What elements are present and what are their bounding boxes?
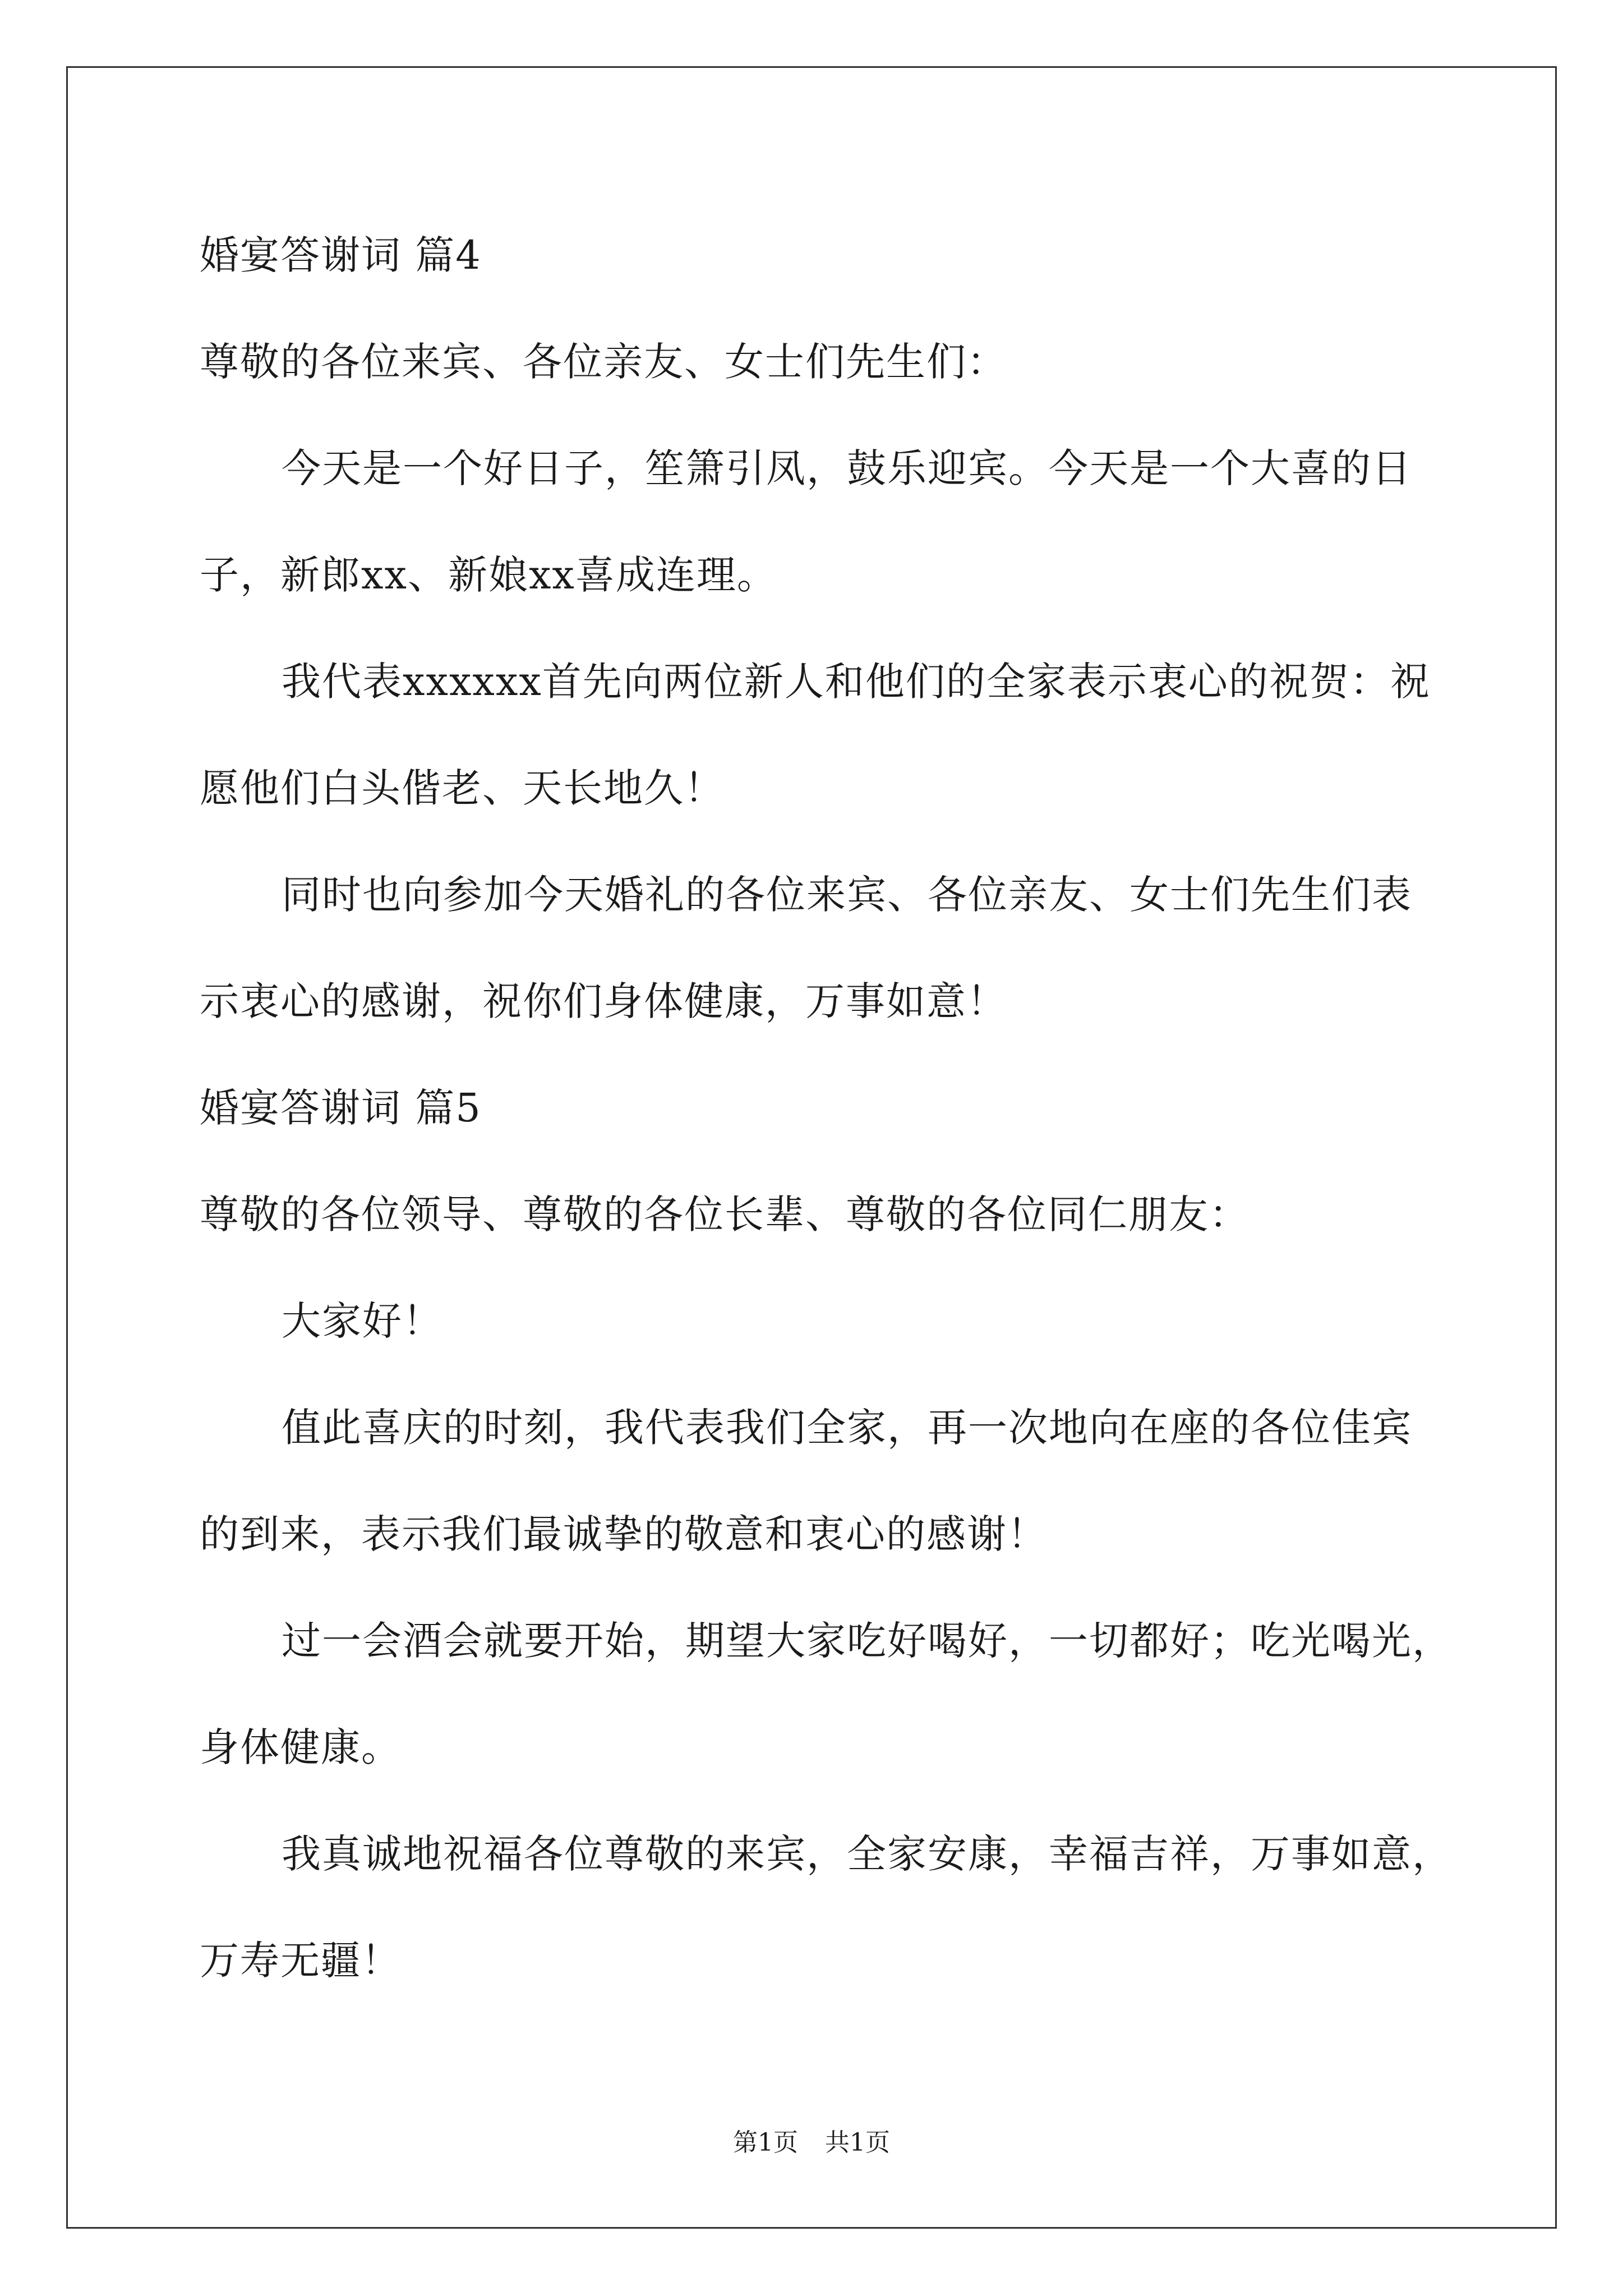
document-body xyxy=(200,202,1453,2014)
salutation-line: 尊敬的各位领导、尊敬的各位长辈、尊敬的各位同仁朋友： xyxy=(200,1191,1249,1237)
paragraph-line: 我真诚地祝福各位尊敬的来宾，全家安康，幸福吉祥，万事如意， xyxy=(282,1831,1453,1877)
paragraph-line: 身体健康。 xyxy=(200,1724,402,1770)
paragraph-line: 我代表xxxxxx首先向两位新人和他们的全家表示衷心的祝贺：祝 xyxy=(282,659,1431,705)
page-footer xyxy=(0,2126,1623,2160)
paragraph-line: 愿他们白头偕老、天长地久！ xyxy=(200,765,725,811)
paragraph-line: 过一会酒会就要开始，期望大家吃好喝好，一切都好；吃光喝光， xyxy=(282,1618,1453,1664)
paragraph-line: 示衷心的感谢，祝你们身体健康，万事如意！ xyxy=(200,978,1007,1024)
paragraph-line: 万寿无疆！ xyxy=(200,1938,402,1984)
section-title-5: 婚宴答谢词 篇5 xyxy=(200,1085,482,1131)
paragraph-line: 同时也向参加今天婚礼的各位来宾、各位亲友、女士们先生们表 xyxy=(282,872,1412,918)
paragraph-line: 的到来，表示我们最诚挚的敬意和衷心的感谢！ xyxy=(200,1511,1048,1557)
paragraph-line: 值此喜庆的时刻，我代表我们全家，再一次地向在座的各位佳宾 xyxy=(282,1405,1412,1451)
section-title-4: 婚宴答谢词 篇4 xyxy=(200,232,482,278)
paragraph-line: 今天是一个好日子，笙箫引凤，鼓乐迎宾。今天是一个大喜的日 xyxy=(282,445,1412,491)
page-total: 共1页 xyxy=(825,2128,890,2157)
paragraph-line: 子，新郎xx、新娘xx喜成连理。 xyxy=(200,552,777,598)
page-number: 第1页 xyxy=(733,2128,798,2157)
salutation-line: 尊敬的各位来宾、各位亲友、女士们先生们： xyxy=(200,339,1007,385)
paragraph-line: 大家好！ xyxy=(282,1298,443,1344)
